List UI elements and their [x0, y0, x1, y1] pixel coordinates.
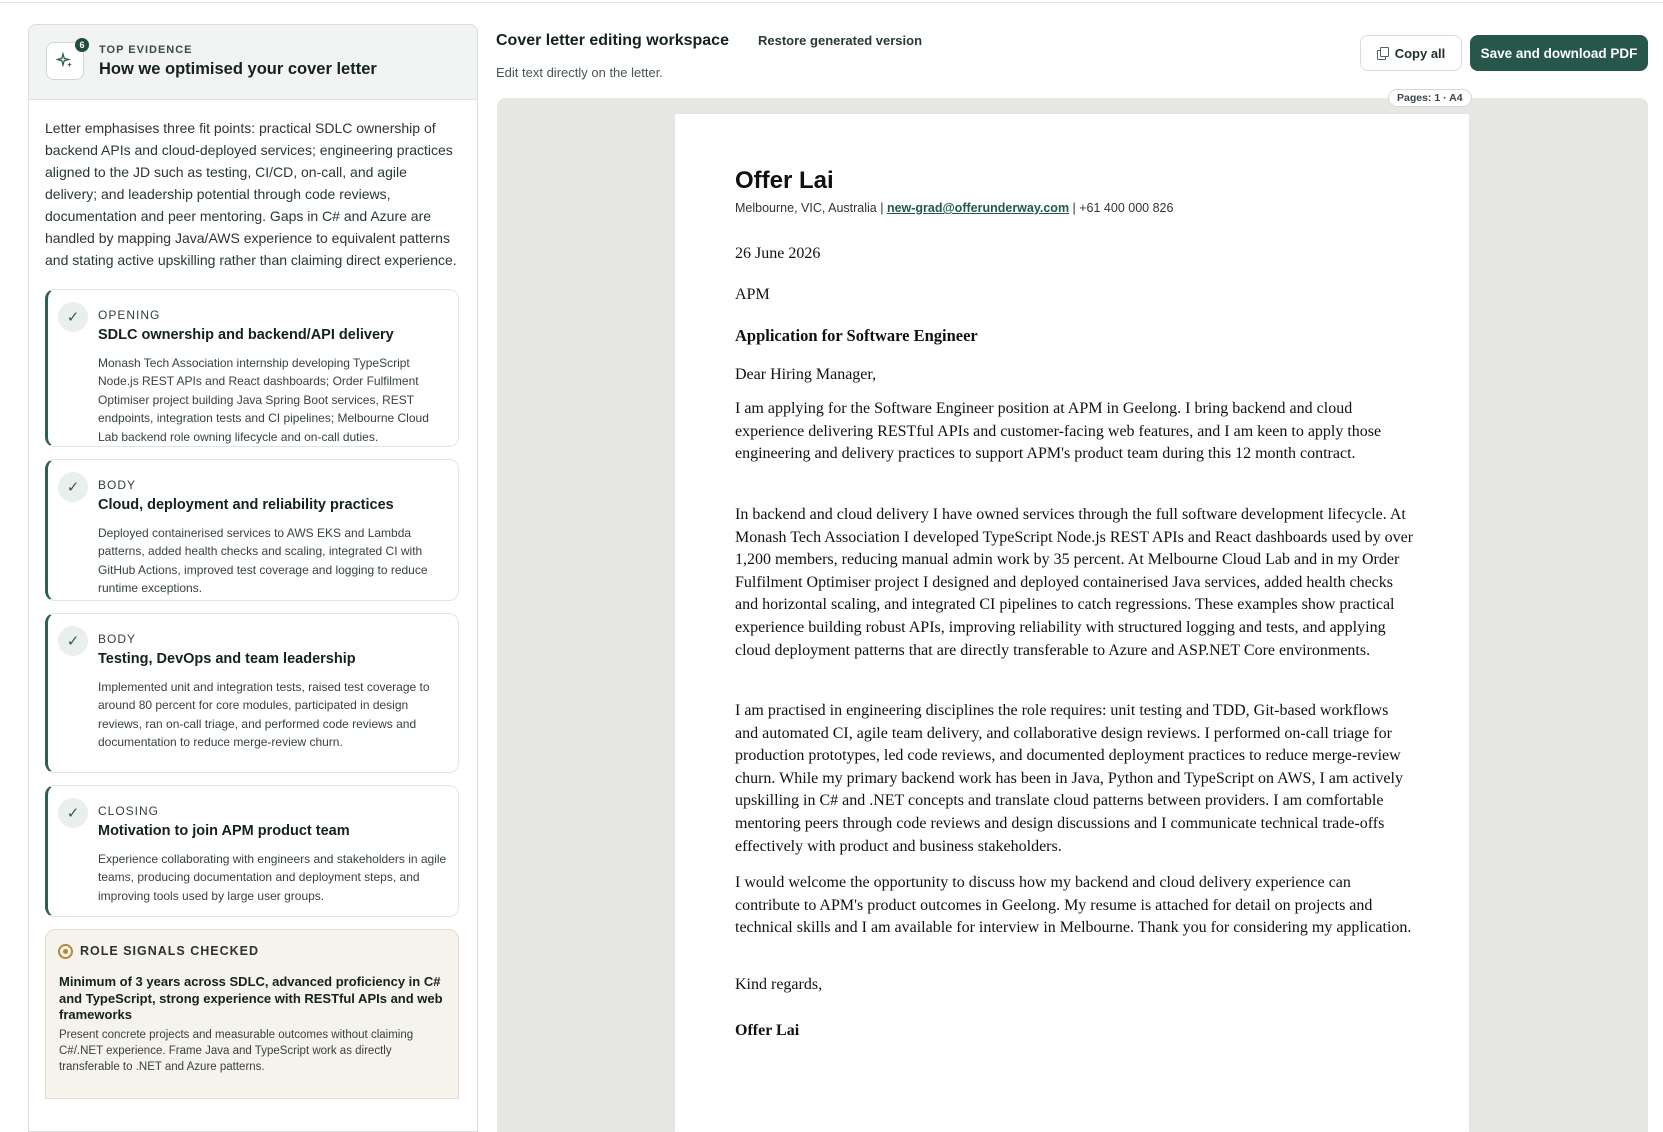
card-kicker: BODY: [98, 632, 137, 646]
card-text: Monash Tech Association internship developing TypeScript Node.js REST APIs and React dashboards; Order Fulfilment Optimiser project building Java Spring Boot services, REST endpoints, integration tests and CI pipelines; Melbourne Cloud Lab backend role owning lifecycle and on-call duties.: [98, 356, 429, 444]
copy-icon: [1377, 48, 1387, 59]
contact-location: Melbourne, VIC, Australia |: [735, 201, 887, 215]
copy-all-button[interactable]: [1360, 35, 1462, 71]
role-signals-card: [45, 929, 459, 1099]
letter-signature[interactable]: Offer Lai: [735, 1022, 800, 1039]
evidence-card-closing: [45, 785, 459, 917]
letter-date[interactable]: 26 June 2026: [735, 245, 821, 262]
restore-generated-button[interactable]: Restore generated version: [758, 33, 923, 48]
letter-recipient[interactable]: APM: [735, 286, 770, 303]
evidence-card-body-testing: [45, 613, 459, 773]
check-icon: ✓: [58, 626, 88, 656]
signals-title: Minimum of 3 years across SDLC, advanced proficiency in C# and TypeScript, strong experience with RESTful APIs and web frameworks: [59, 974, 443, 1022]
letter-subject[interactable]: Application for Software Engineer: [735, 326, 978, 345]
save-download-pdf-button[interactable]: Save and download PDF: [1470, 35, 1648, 71]
letter-paragraph[interactable]: I would welcome the opportunity to discuss how my backend and cloud delivery experience can contribute to APM's product outcomes in Geelong. My resume is attached for detail on projects and technical skills and I am available for interview in Melbourne. Thank you for considering my application.: [735, 874, 1412, 937]
card-kicker: CLOSING: [98, 804, 160, 818]
signals-kicker: ROLE SIGNALS CHECKED: [80, 944, 260, 958]
evidence-summary: Letter emphasises three fit points: practical SDLC ownership of backend APIs and cloud-deployed services; engineering practices aligned to the JD such as testing, CI/CD, on-call, and agile delivery; and leadership potential through code reviews, documentation and peer mentoring. Gaps in C# and Azure are handled by mapping Java/AWS experience to equivalent patterns and stating active upskilling rather than claiming direct experience.: [45, 120, 457, 268]
letter-paragraph[interactable]: I am practised in engineering disciplines the role requires: unit testing and TDD, Git-based workflows and automated CI, agile team delivery, and collaborative design reviews. I performed on-call triage for production prototypes, led code reviews, and documented deployment practices to reduce merge-review churn. While my primary backend work has been in Java, Python and TypeScript on AWS, I am actively upskilling in C# and .NET concepts and translate cloud patterns between providers. I am comfortable mentoring peers through code reviews and design discussions and I communicate technical trade-offs effectively with product and business stakeholders.: [735, 702, 1403, 855]
evidence-card-body-cloud: [45, 459, 459, 601]
card-text: Experience collaborating with engineers and stakeholders in agile teams, producing documentation and deployment steps, and improving tools used by large user groups.: [98, 852, 447, 903]
letter-page[interactable]: [675, 114, 1469, 1132]
card-title: Cloud, deployment and reliability practices: [98, 497, 394, 513]
evidence-panel-header: [29, 25, 477, 100]
contact-email-link[interactable]: new-grad@offerunderway.com: [886, 201, 1070, 215]
signals-text: Present concrete projects and measurable outcomes without claiming C#/.NET experience. Frame Java and TypeScript work as directly transferable to .NET and Azure patterns.: [59, 1029, 414, 1073]
letter-paragraph[interactable]: I am applying for the Software Engineer position at APM in Geelong. I bring backend and cloud experience delivering RESTful APIs and customer-facing web features, and I am keen to apply those engineering and delivery practices to support APM's product team during this 12 month contract.: [735, 400, 1382, 463]
workspace-title: Cover letter editing workspace: [496, 32, 729, 49]
card-title: Testing, DevOps and team leadership: [98, 651, 356, 667]
letter-contact[interactable]: [735, 201, 1173, 215]
letter-salutation[interactable]: Dear Hiring Manager,: [735, 366, 877, 383]
evidence-panel: [28, 24, 478, 1132]
check-icon: ✓: [58, 302, 88, 332]
evidence-title: How we optimised your cover letter: [99, 60, 377, 78]
evidence-card-opening: [45, 289, 459, 447]
card-kicker: OPENING: [98, 308, 161, 322]
evidence-kicker: TOP EVIDENCE: [99, 44, 193, 56]
target-icon: [58, 944, 73, 959]
letter-signoff[interactable]: Kind regards,: [735, 976, 823, 993]
letter-name[interactable]: Offer Lai: [735, 167, 834, 194]
copy-all-label: Copy all: [1394, 45, 1446, 61]
card-text: Implemented unit and integration tests, raised test coverage to around 80 percent for core modules, participated in design reviews, ran on-call triage, and performed code reviews and documentation to reduce merge-review churn.: [98, 680, 430, 750]
workspace-subtitle: Edit text directly on the letter.: [496, 65, 663, 80]
top-divider: [0, 2, 1663, 3]
contact-phone: | +61 400 000 826: [1069, 201, 1174, 215]
check-icon: ✓: [58, 472, 88, 502]
letter-paragraph[interactable]: In backend and cloud delivery I have owned services through the full software development lifecycle. At Monash Tech Association I developed TypeScript Node.js REST APIs and React dashboards used by over 1,200 members, reducing manual admin work by 35 percent. At Melbourne Cloud Lab and in my Order Fulfilment Optimiser project I designed and deployed containerised Java services, added health checks and horizontal scaling, and integrated CI pipelines to catch regressions. These examples show practical experience building robust APIs, improving reliability with structured logging and tests, and applying cloud deployment patterns that are directly transferable to Azure and ASP.NET Core environments.: [735, 506, 1414, 659]
evidence-count-badge: 6: [75, 38, 89, 52]
pages-indicator: Pages: 1 · A4: [1388, 89, 1472, 107]
card-title: Motivation to join APM product team: [98, 823, 350, 839]
card-title: SDLC ownership and backend/API delivery: [98, 327, 394, 343]
card-text: Deployed containerised services to AWS EKS and Lambda patterns, added health checks and scaling, integrated CI with GitHub Actions, improved test coverage and logging to reduce runtime exceptions.: [98, 526, 428, 596]
check-icon: ✓: [58, 798, 88, 828]
card-kicker: BODY: [98, 478, 137, 492]
